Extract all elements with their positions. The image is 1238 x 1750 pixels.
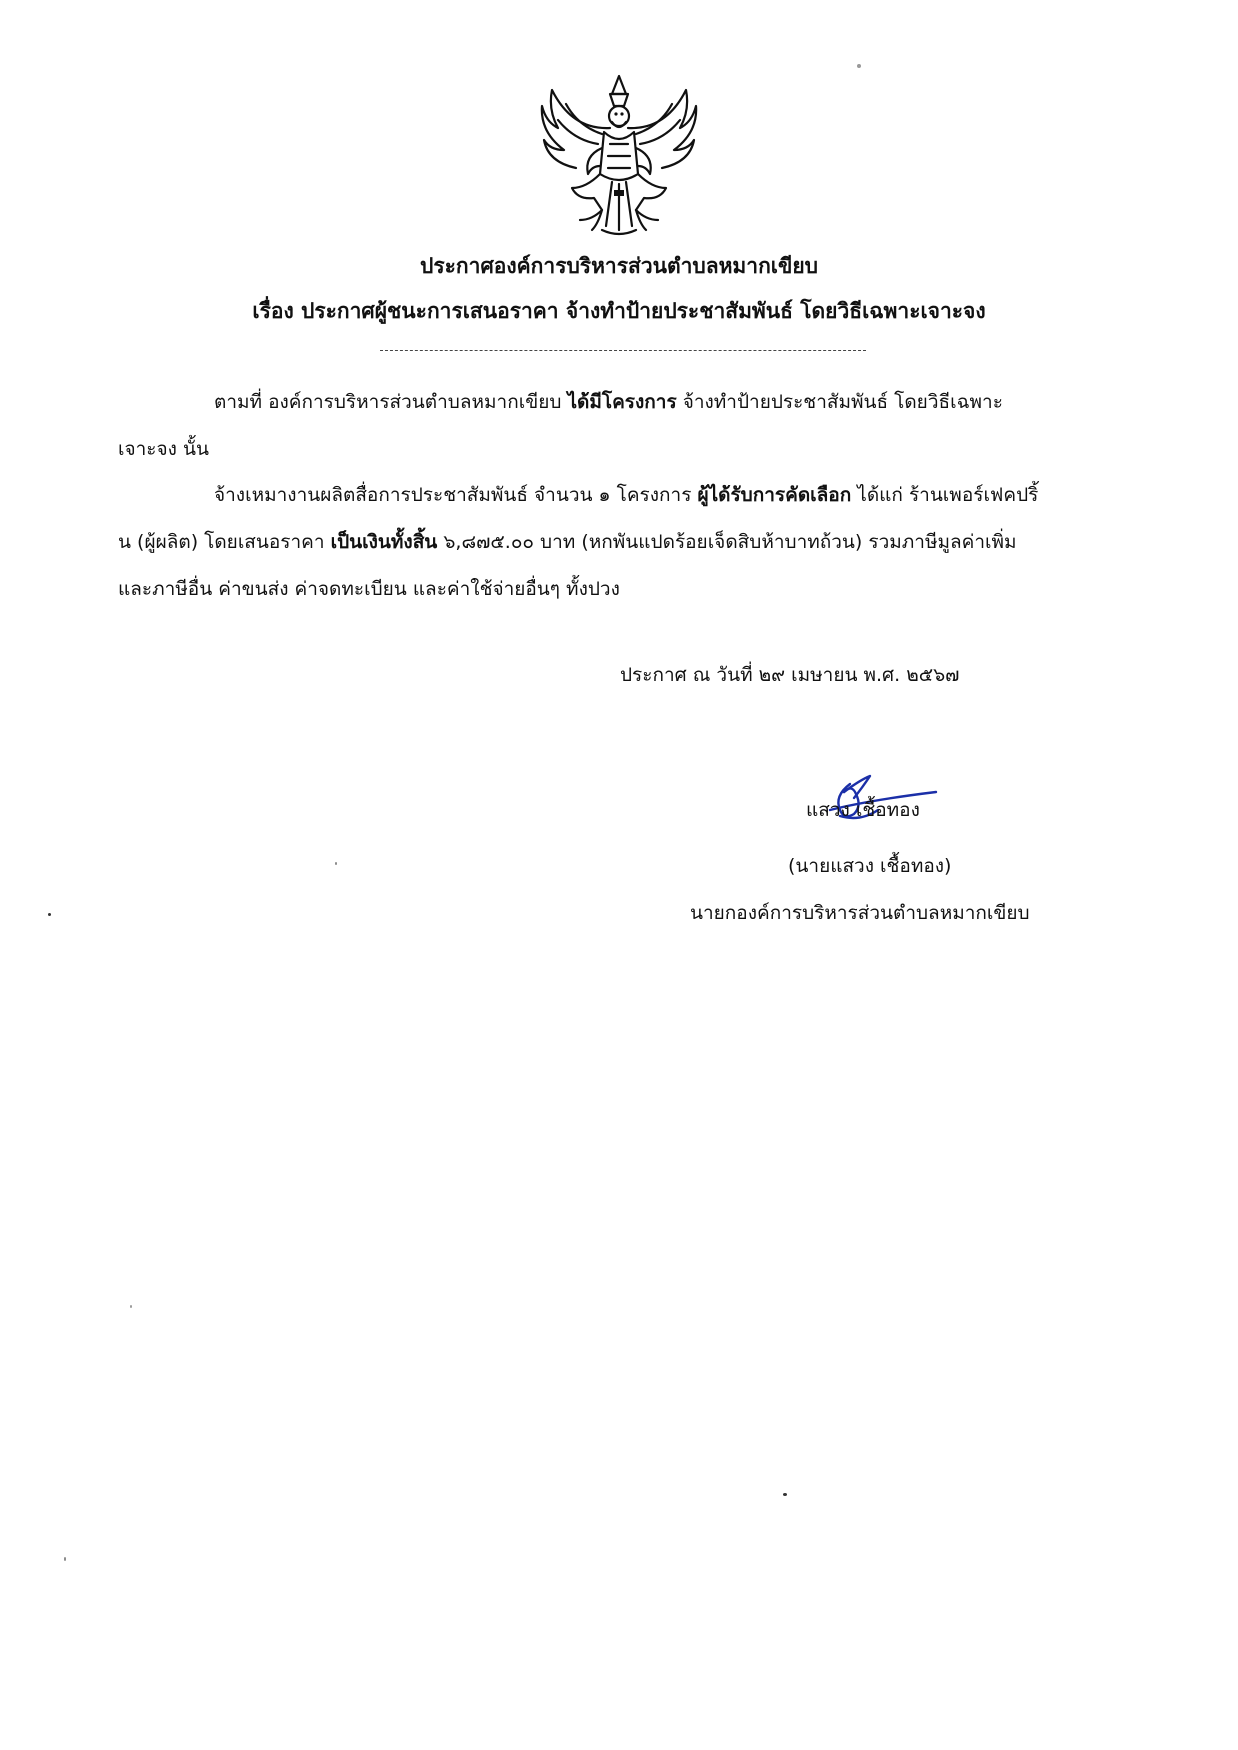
scan-speck [857,64,861,68]
scan-speck [48,913,51,916]
p1-intro-text: ตามที่ องค์การบริหารส่วนตำบลหมากเขียบ [214,391,568,413]
signer-position: นายกองค์การบริหารส่วนตำบลหมากเขียบ [690,902,1030,924]
garuda-emblem-icon [532,70,706,244]
paragraph-1-line-2: เจาะจง นั้น [118,438,209,460]
signer-name: (นายแสวง เชื้อทอง) [788,855,952,877]
p2-line1-text-b: ได้แก่ ร้านเพอร์เฟคปริ้ [851,484,1039,506]
paragraph-2-line-2 [118,528,1017,556]
p2-line2-text-a: น (ผู้ผลิต) โดยเสนอราคา [118,531,331,553]
announcement-title: ประกาศองค์การบริหารส่วนตำบลหมากเขียบ [420,254,818,278]
scan-speck [335,862,337,865]
p2-line1-text-a: จ้างเหมางานผลิตสื่อการประชาสัมพันธ์ จำนวน ๑ โครงการ [214,484,698,506]
scan-speck [64,1557,66,1561]
paragraph-1-line-1 [214,388,1003,416]
p1-bold-text: ได้มีโครงการ [567,391,677,413]
signature: แสวง เชื้อทอง [806,799,920,821]
scan-speck [130,1305,132,1308]
p1-rest-text: จ้างทำป้ายประชาสัมพันธ์ โดยวิธีเฉพาะ [676,391,1003,413]
p2-line1-bold-text: ผู้ได้รับการคัดเลือก [697,484,852,506]
announcement-subject: เรื่อง ประกาศผู้ชนะการเสนอราคา จ้างทำป้ายประชาสัมพันธ์ โดยวิธีเฉพาะเจาะจง [252,299,986,323]
scan-speck [783,1493,787,1496]
p2-line2-text-b: ๖,๘๗๕.๐๐ บาท (หกพันแปดร้อยเจ็ดสิบห้าบาทถ้วน) รวมภาษีมูลค่าเพิ่ม [437,531,1017,553]
announcement-date: ประกาศ ณ วันที่ ๒๙ เมษายน พ.ศ. ๒๕๖๗ [620,664,960,686]
paragraph-2-line-3: และภาษีอื่น ค่าขนส่ง ค่าจดทะเบียน และค่าใช้จ่ายอื่นๆ ทั้งปวง [118,578,620,600]
title-divider [380,350,866,351]
paragraph-2-line-1 [214,481,1038,509]
p2-line2-bold-text: เป็นเงินทั้งสิ้น [330,531,438,553]
